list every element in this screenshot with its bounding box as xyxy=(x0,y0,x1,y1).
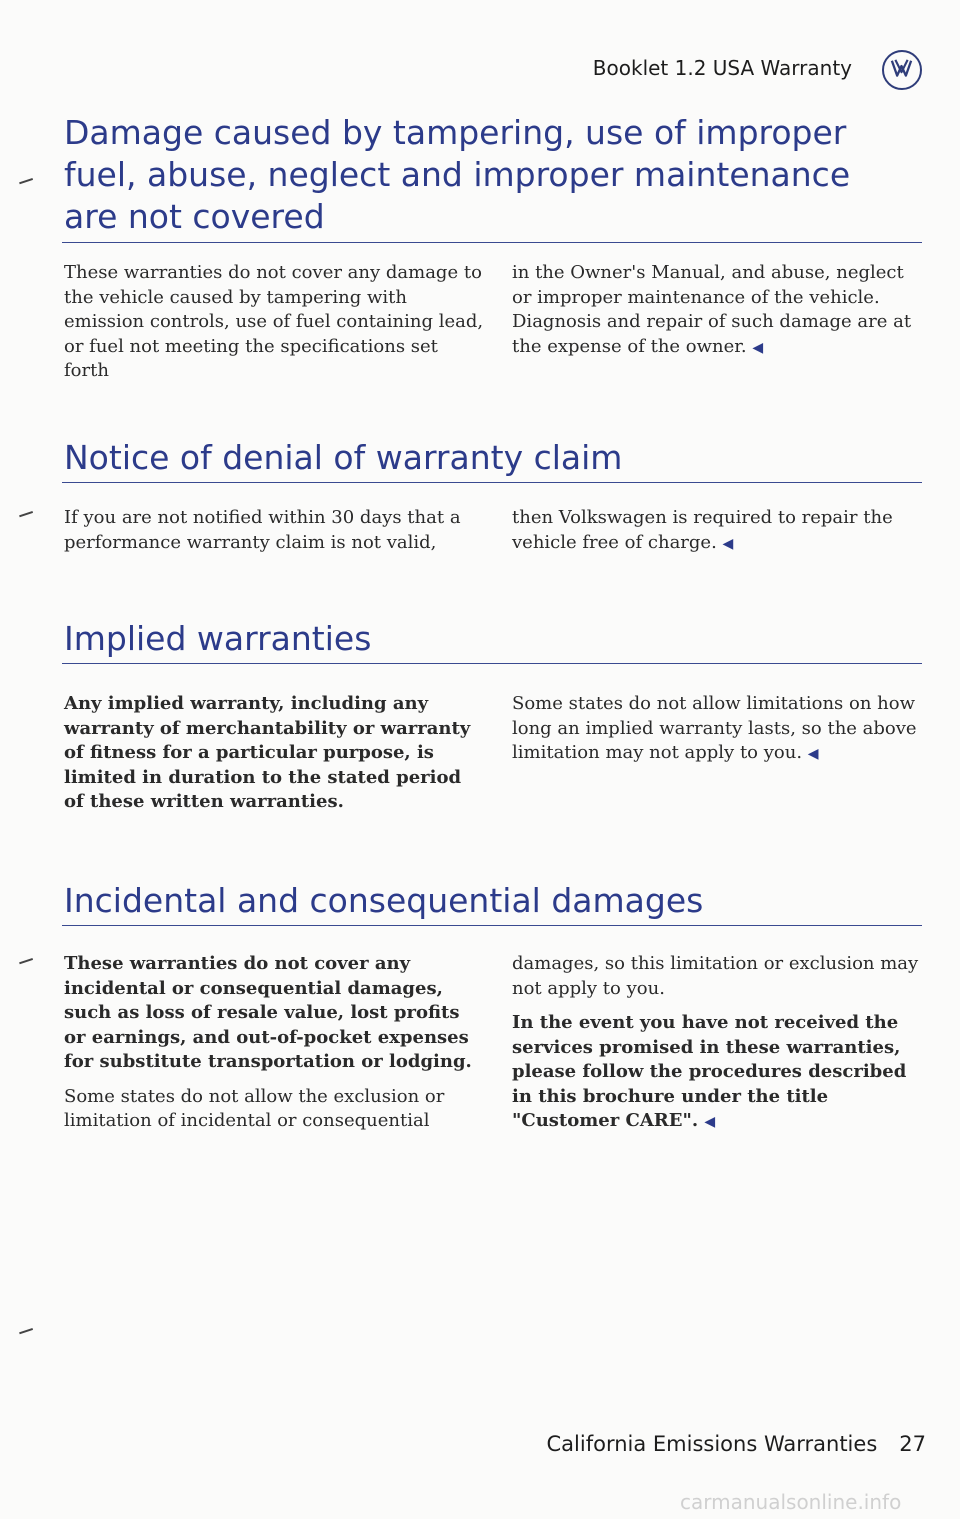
end-marker-icon: ◀ xyxy=(722,535,734,552)
section-rule xyxy=(62,482,922,483)
paragraph: These warranties do not cover any damage to the vehicle caused by tampering with emission controls, use of fuel containing lead, or fuel not meeting the specifications set forth xyxy=(64,262,484,381)
paragraph: These warranties do not cover any incidental or consequential damages, such as loss of resale value, lost profits or earnings, and out-of-pocket expenses for substitute transportation or lodging. xyxy=(64,953,472,1072)
section-denial-right xyxy=(512,506,924,556)
section-implied-left xyxy=(64,692,484,815)
corner-mark xyxy=(19,1328,35,1340)
header-title: Booklet 1.2 USA Warranty xyxy=(592,56,852,80)
section-tampering-left xyxy=(64,261,484,384)
section-tampering-right xyxy=(512,261,924,360)
section-rule xyxy=(62,663,922,664)
section-title-incidental: Incidental and consequential damages xyxy=(64,881,704,920)
end-marker-icon: ◀ xyxy=(704,1114,716,1130)
section-incidental-right xyxy=(512,952,924,1135)
corner-mark xyxy=(19,511,35,523)
paragraph: In the event you have not received the services promised in these warranties, please follow the procedures described in this brochure under the title "Customer CARE". ◀ xyxy=(512,1012,907,1131)
page-number: 27 xyxy=(899,1432,926,1456)
section-incidental-left xyxy=(64,952,484,1134)
section-rule xyxy=(62,925,922,926)
corner-mark xyxy=(19,178,35,190)
section-title-tampering: Damage caused by tampering, use of improper fuel, abuse, neglect and improper maintenance are not covered xyxy=(64,113,851,236)
page-header xyxy=(0,50,960,90)
paragraph: If you are not notified within 30 days that a performance warranty claim is not valid, xyxy=(64,507,461,553)
paragraph: Any implied warranty, including any warranty of merchantability or warranty of fitness for a particular purpose, is limited in duration to the stated period of these written warranties. xyxy=(64,693,471,812)
section-title-implied: Implied warranties xyxy=(64,619,372,658)
paragraph: Some states do not allow the exclusion or limitation of incidental or consequential xyxy=(64,1085,445,1131)
footer-title: California Emissions Warranties xyxy=(546,1432,878,1456)
paragraph: damages, so this limitation or exclusion may not apply to you. xyxy=(512,953,919,999)
section-implied-right xyxy=(512,692,924,767)
corner-mark xyxy=(19,958,35,970)
section-denial-left xyxy=(64,506,484,555)
page-footer xyxy=(547,1432,926,1456)
paragraph: then Volkswagen is required to repair the vehicle free of charge. ◀ xyxy=(512,507,893,553)
end-marker-icon: ◀ xyxy=(807,746,819,762)
end-marker-icon: ◀ xyxy=(752,339,764,356)
paragraph: in the Owner's Manual, and abuse, neglect or improper maintenance of the vehicle. Diagnosis and repair of such damage are at the expense of the owner. ◀ xyxy=(512,262,912,357)
watermark: carmanualsonline.info xyxy=(680,1490,902,1514)
vw-logo-icon xyxy=(882,50,922,90)
paragraph: Some states do not allow limitations on how long an implied warranty lasts, so the above limitation may not apply to you. ◀ xyxy=(512,693,917,763)
section-title-denial: Notice of denial of warranty claim xyxy=(64,438,623,477)
section-rule xyxy=(62,242,922,243)
